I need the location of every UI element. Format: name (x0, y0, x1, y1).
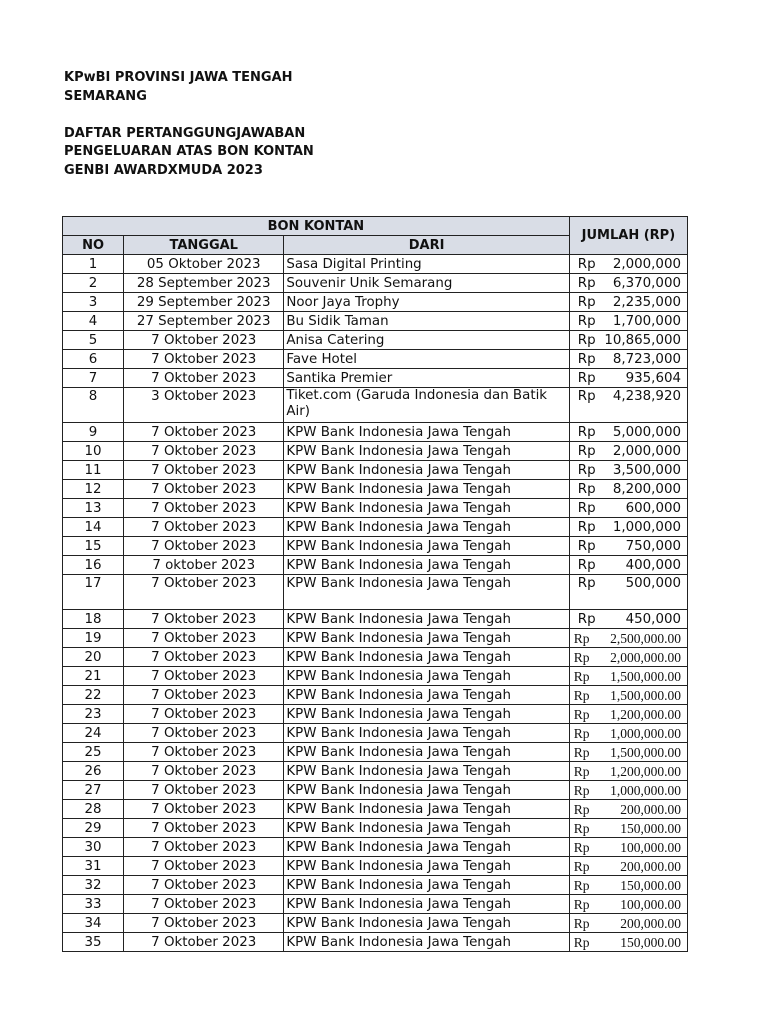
amount-value: 5,000,000 (612, 424, 681, 440)
cell-tanggal: 7 oktober 2023 (124, 556, 284, 575)
amount-value: 150,000.00 (620, 820, 681, 836)
cell-jumlah (569, 781, 687, 800)
col-header-dari: DARI (284, 236, 569, 255)
amount-value: 600,000 (625, 500, 681, 516)
col-header-tanggal: TANGGAL (124, 236, 284, 255)
amount-value: 750,000 (625, 538, 681, 554)
amount-value: 935,604 (625, 370, 681, 386)
amount-value: 1,700,000 (612, 313, 681, 329)
cell-no: 13 (63, 499, 124, 518)
cell-no: 32 (63, 876, 124, 895)
cell-dari: Bu Sidik Taman (284, 312, 569, 331)
cell-jumlah (569, 933, 687, 952)
cell-dari: Santika Premier (284, 369, 569, 388)
table-row (63, 667, 688, 686)
doc-title-line-3: GENBI AWARDXMUDA 2023 (64, 162, 263, 178)
cell-no: 33 (63, 895, 124, 914)
cell-jumlah (569, 537, 687, 556)
cell-dari: KPW Bank Indonesia Jawa Tengah (284, 743, 569, 762)
cell-dari: KPW Bank Indonesia Jawa Tengah (284, 629, 569, 648)
cell-dari: KPW Bank Indonesia Jawa Tengah (284, 838, 569, 857)
currency-label: Rp (577, 462, 596, 478)
currency-label: Rp (577, 557, 596, 573)
cell-jumlah (569, 743, 687, 762)
cell-tanggal: 7 Oktober 2023 (124, 762, 284, 781)
cell-jumlah (569, 423, 687, 442)
table-row (63, 762, 688, 781)
cell-tanggal: 3 Oktober 2023 (124, 388, 284, 423)
cell-no: 16 (63, 556, 124, 575)
cell-dari: KPW Bank Indonesia Jawa Tengah (284, 480, 569, 499)
cell-dari: KPW Bank Indonesia Jawa Tengah (284, 724, 569, 743)
cell-tanggal: 7 Oktober 2023 (124, 895, 284, 914)
amount-value: 200,000.00 (620, 801, 681, 817)
cell-jumlah (569, 914, 687, 933)
cell-jumlah (569, 461, 687, 480)
table-row (63, 629, 688, 648)
cell-jumlah (569, 838, 687, 857)
currency-label: Rp (573, 668, 590, 684)
cell-jumlah (569, 255, 687, 274)
cell-no: 8 (63, 388, 124, 423)
amount-value: 1,000,000.00 (610, 725, 681, 741)
currency-label: Rp (577, 370, 596, 386)
table-row (63, 724, 688, 743)
table-row (63, 743, 688, 762)
currency-label: Rp (573, 915, 590, 931)
cell-tanggal: 7 Oktober 2023 (124, 537, 284, 556)
cell-no: 9 (63, 423, 124, 442)
cell-no: 25 (63, 743, 124, 762)
cell-dari: Fave Hotel (284, 350, 569, 369)
cell-dari: KPW Bank Indonesia Jawa Tengah (284, 442, 569, 461)
cell-tanggal: 7 Oktober 2023 (124, 667, 284, 686)
cell-tanggal: 7 Oktober 2023 (124, 857, 284, 876)
currency-label: Rp (577, 332, 596, 348)
table-row (63, 293, 688, 312)
cell-jumlah (569, 388, 687, 423)
cell-dari: KPW Bank Indonesia Jawa Tengah (284, 895, 569, 914)
cell-tanggal: 7 Oktober 2023 (124, 629, 284, 648)
amount-value: 100,000.00 (620, 896, 681, 912)
cell-tanggal: 7 Oktober 2023 (124, 819, 284, 838)
cell-tanggal: 7 Oktober 2023 (124, 876, 284, 895)
cell-no: 29 (63, 819, 124, 838)
cell-tanggal: 7 Oktober 2023 (124, 518, 284, 537)
table-row (63, 480, 688, 499)
cell-tanggal: 7 Oktober 2023 (124, 933, 284, 952)
cell-tanggal: 7 Oktober 2023 (124, 350, 284, 369)
table-row (63, 461, 688, 480)
table-row (63, 800, 688, 819)
cell-jumlah (569, 312, 687, 331)
cell-no: 1 (63, 255, 124, 274)
cell-dari: KPW Bank Indonesia Jawa Tengah (284, 667, 569, 686)
currency-label: Rp (577, 256, 596, 272)
currency-label: Rp (577, 519, 596, 535)
cell-jumlah (569, 819, 687, 838)
cell-dari: KPW Bank Indonesia Jawa Tengah (284, 556, 569, 575)
cell-jumlah (569, 331, 687, 350)
cell-dari: KPW Bank Indonesia Jawa Tengah (284, 648, 569, 667)
cell-no: 35 (63, 933, 124, 952)
cell-no: 4 (63, 312, 124, 331)
col-header-no: NO (63, 236, 124, 255)
cell-no: 21 (63, 667, 124, 686)
currency-label: Rp (573, 934, 590, 950)
cell-tanggal: 05 Oktober 2023 (124, 255, 284, 274)
amount-value: 1,500,000.00 (610, 744, 681, 760)
cell-no: 11 (63, 461, 124, 480)
table-row (63, 499, 688, 518)
cell-dari: KPW Bank Indonesia Jawa Tengah (284, 423, 569, 442)
amount-value: 1,200,000.00 (610, 763, 681, 779)
cell-jumlah (569, 762, 687, 781)
cell-tanggal: 7 Oktober 2023 (124, 648, 284, 667)
cell-jumlah (569, 648, 687, 667)
amount-value: 1,500,000.00 (610, 687, 681, 703)
currency-label: Rp (577, 294, 596, 310)
currency-label: Rp (573, 706, 590, 722)
currency-label: Rp (573, 782, 590, 798)
cell-tanggal: 29 September 2023 (124, 293, 284, 312)
cell-no: 22 (63, 686, 124, 705)
cell-tanggal: 7 Oktober 2023 (124, 331, 284, 350)
cell-no: 30 (63, 838, 124, 857)
amount-value: 150,000.00 (620, 934, 681, 950)
bon-kontan-table (62, 216, 688, 952)
amount-value: 150,000.00 (620, 877, 681, 893)
cell-tanggal: 7 Oktober 2023 (124, 724, 284, 743)
currency-label: Rp (577, 443, 596, 459)
cell-jumlah (569, 895, 687, 914)
currency-label: Rp (573, 820, 590, 836)
cell-jumlah (569, 724, 687, 743)
cell-no: 20 (63, 648, 124, 667)
amount-value: 8,200,000 (612, 481, 681, 497)
amount-value: 6,370,000 (612, 275, 681, 291)
currency-label: Rp (577, 389, 596, 404)
cell-tanggal: 7 Oktober 2023 (124, 705, 284, 724)
table-row (63, 933, 688, 952)
cell-jumlah (569, 518, 687, 537)
cell-jumlah (569, 499, 687, 518)
amount-value: 200,000.00 (620, 858, 681, 874)
cell-no: 27 (63, 781, 124, 800)
currency-label: Rp (573, 839, 590, 855)
cell-jumlah (569, 575, 687, 610)
cell-dari: KPW Bank Indonesia Jawa Tengah (284, 537, 569, 556)
cell-dari: KPW Bank Indonesia Jawa Tengah (284, 499, 569, 518)
currency-label: Rp (577, 500, 596, 516)
table-row (63, 648, 688, 667)
doc-title-line-1: DAFTAR PERTANGGUNGJAWABAN (64, 125, 306, 141)
currency-label: Rp (577, 313, 596, 329)
cell-jumlah (569, 369, 687, 388)
currency-label: Rp (577, 481, 596, 497)
cell-dari: KPW Bank Indonesia Jawa Tengah (284, 914, 569, 933)
cell-no: 6 (63, 350, 124, 369)
cell-tanggal: 7 Oktober 2023 (124, 743, 284, 762)
table-row (63, 388, 688, 423)
table-row (63, 423, 688, 442)
cell-dari: KPW Bank Indonesia Jawa Tengah (284, 610, 569, 629)
cell-no: 14 (63, 518, 124, 537)
currency-label: Rp (573, 877, 590, 893)
table-row (63, 369, 688, 388)
cell-dari: KPW Bank Indonesia Jawa Tengah (284, 876, 569, 895)
document-header (64, 69, 314, 180)
cell-tanggal: 7 Oktober 2023 (124, 461, 284, 480)
currency-label: Rp (577, 538, 596, 554)
table-row (63, 274, 688, 293)
cell-tanggal: 7 Oktober 2023 (124, 423, 284, 442)
currency-label: Rp (573, 896, 590, 912)
amount-value: 4,238,920 (612, 389, 681, 404)
org-name: KPwBI PROVINSI JAWA TENGAH (64, 70, 293, 85)
currency-label: Rp (573, 649, 590, 665)
cell-no: 2 (63, 274, 124, 293)
cell-jumlah (569, 480, 687, 499)
table-row (63, 819, 688, 838)
cell-jumlah (569, 274, 687, 293)
cell-no: 18 (63, 610, 124, 629)
cell-no: 3 (63, 293, 124, 312)
cell-jumlah (569, 857, 687, 876)
currency-label: Rp (577, 576, 596, 591)
amount-value: 100,000.00 (620, 839, 681, 855)
cell-no: 28 (63, 800, 124, 819)
table-row (63, 556, 688, 575)
cell-no: 34 (63, 914, 124, 933)
cell-dari: KPW Bank Indonesia Jawa Tengah (284, 518, 569, 537)
cell-no: 19 (63, 629, 124, 648)
cell-dari: Noor Jaya Trophy (284, 293, 569, 312)
cell-dari: KPW Bank Indonesia Jawa Tengah (284, 857, 569, 876)
amount-value: 1,000,000.00 (610, 782, 681, 798)
table-row (63, 350, 688, 369)
cell-jumlah (569, 610, 687, 629)
amount-value: 2,000,000 (612, 443, 681, 459)
amount-value: 10,865,000 (604, 332, 681, 348)
amount-value: 2,500,000.00 (610, 630, 681, 646)
cell-jumlah (569, 876, 687, 895)
cell-dari: Anisa Catering (284, 331, 569, 350)
cell-tanggal: 7 Oktober 2023 (124, 575, 284, 610)
cell-jumlah (569, 800, 687, 819)
cell-dari: KPW Bank Indonesia Jawa Tengah (284, 819, 569, 838)
cell-tanggal: 7 Oktober 2023 (124, 442, 284, 461)
cell-dari: KPW Bank Indonesia Jawa Tengah (284, 575, 569, 610)
currency-label: Rp (573, 687, 590, 703)
currency-label: Rp (573, 725, 590, 741)
amount-value: 2,000,000 (612, 256, 681, 272)
cell-jumlah (569, 556, 687, 575)
amount-value: 3,500,000 (612, 462, 681, 478)
table-row (63, 857, 688, 876)
currency-label: Rp (573, 630, 590, 646)
table-row (63, 781, 688, 800)
currency-label: Rp (573, 744, 590, 760)
amount-value: 500,000 (625, 576, 681, 591)
cell-dari: Tiket.com (Garuda Indonesia dan Batik Air) (284, 388, 569, 423)
currency-label: Rp (577, 351, 596, 367)
cell-no: 5 (63, 331, 124, 350)
cell-no: 17 (63, 575, 124, 610)
cell-dari: KPW Bank Indonesia Jawa Tengah (284, 933, 569, 952)
doc-title-line-2: PENGELUARAN ATAS BON KONTAN (64, 144, 314, 159)
cell-tanggal: 7 Oktober 2023 (124, 838, 284, 857)
amount-value: 200,000.00 (620, 915, 681, 931)
table-row (63, 914, 688, 933)
amount-value: 450,000 (625, 611, 681, 627)
cell-no: 12 (63, 480, 124, 499)
cell-tanggal: 7 Oktober 2023 (124, 914, 284, 933)
currency-label: Rp (577, 611, 596, 627)
cell-tanggal: 7 Oktober 2023 (124, 800, 284, 819)
table-row (63, 255, 688, 274)
currency-label: Rp (573, 801, 590, 817)
cell-dari: KPW Bank Indonesia Jawa Tengah (284, 800, 569, 819)
currency-label: Rp (577, 275, 596, 291)
amount-value: 1,000,000 (612, 519, 681, 535)
cell-jumlah (569, 686, 687, 705)
cell-tanggal: 7 Oktober 2023 (124, 480, 284, 499)
table-row (63, 686, 688, 705)
cell-tanggal: 7 Oktober 2023 (124, 781, 284, 800)
cell-dari: KPW Bank Indonesia Jawa Tengah (284, 461, 569, 480)
currency-label: Rp (577, 424, 596, 440)
amount-value: 2,235,000 (612, 294, 681, 310)
cell-no: 15 (63, 537, 124, 556)
amount-value: 400,000 (625, 557, 681, 573)
table-row (63, 705, 688, 724)
org-city: SEMARANG (64, 88, 147, 104)
cell-tanggal: 7 Oktober 2023 (124, 686, 284, 705)
table-row (63, 575, 688, 610)
cell-dari: KPW Bank Indonesia Jawa Tengah (284, 781, 569, 800)
cell-jumlah (569, 350, 687, 369)
cell-no: 24 (63, 724, 124, 743)
cell-no: 23 (63, 705, 124, 724)
cell-jumlah (569, 293, 687, 312)
cell-jumlah (569, 629, 687, 648)
cell-no: 26 (63, 762, 124, 781)
table-row (63, 442, 688, 461)
amount-value: 8,723,000 (612, 351, 681, 367)
cell-no: 10 (63, 442, 124, 461)
cell-tanggal: 28 September 2023 (124, 274, 284, 293)
table-row (63, 610, 688, 629)
amount-value: 2,000,000.00 (610, 649, 681, 665)
group-header: BON KONTAN (63, 217, 570, 236)
table-row (63, 331, 688, 350)
table-row (63, 312, 688, 331)
cell-dari: Sasa Digital Printing (284, 255, 569, 274)
cell-tanggal: 27 September 2023 (124, 312, 284, 331)
cell-no: 7 (63, 369, 124, 388)
amount-value: 1,200,000.00 (610, 706, 681, 722)
table-row (63, 838, 688, 857)
cell-dari: Souvenir Unik Semarang (284, 274, 569, 293)
cell-jumlah (569, 667, 687, 686)
currency-label: Rp (573, 858, 590, 874)
cell-jumlah (569, 442, 687, 461)
col-header-jumlah: JUMLAH (RP) (569, 217, 687, 255)
cell-jumlah (569, 705, 687, 724)
cell-dari: KPW Bank Indonesia Jawa Tengah (284, 686, 569, 705)
cell-tanggal: 7 Oktober 2023 (124, 610, 284, 629)
table-row (63, 518, 688, 537)
currency-label: Rp (573, 763, 590, 779)
cell-dari: KPW Bank Indonesia Jawa Tengah (284, 762, 569, 781)
table-row (63, 537, 688, 556)
cell-tanggal: 7 Oktober 2023 (124, 499, 284, 518)
cell-no: 31 (63, 857, 124, 876)
cell-tanggal: 7 Oktober 2023 (124, 369, 284, 388)
cell-dari: KPW Bank Indonesia Jawa Tengah (284, 705, 569, 724)
amount-value: 1,500,000.00 (610, 668, 681, 684)
table-row (63, 876, 688, 895)
table-row (63, 895, 688, 914)
